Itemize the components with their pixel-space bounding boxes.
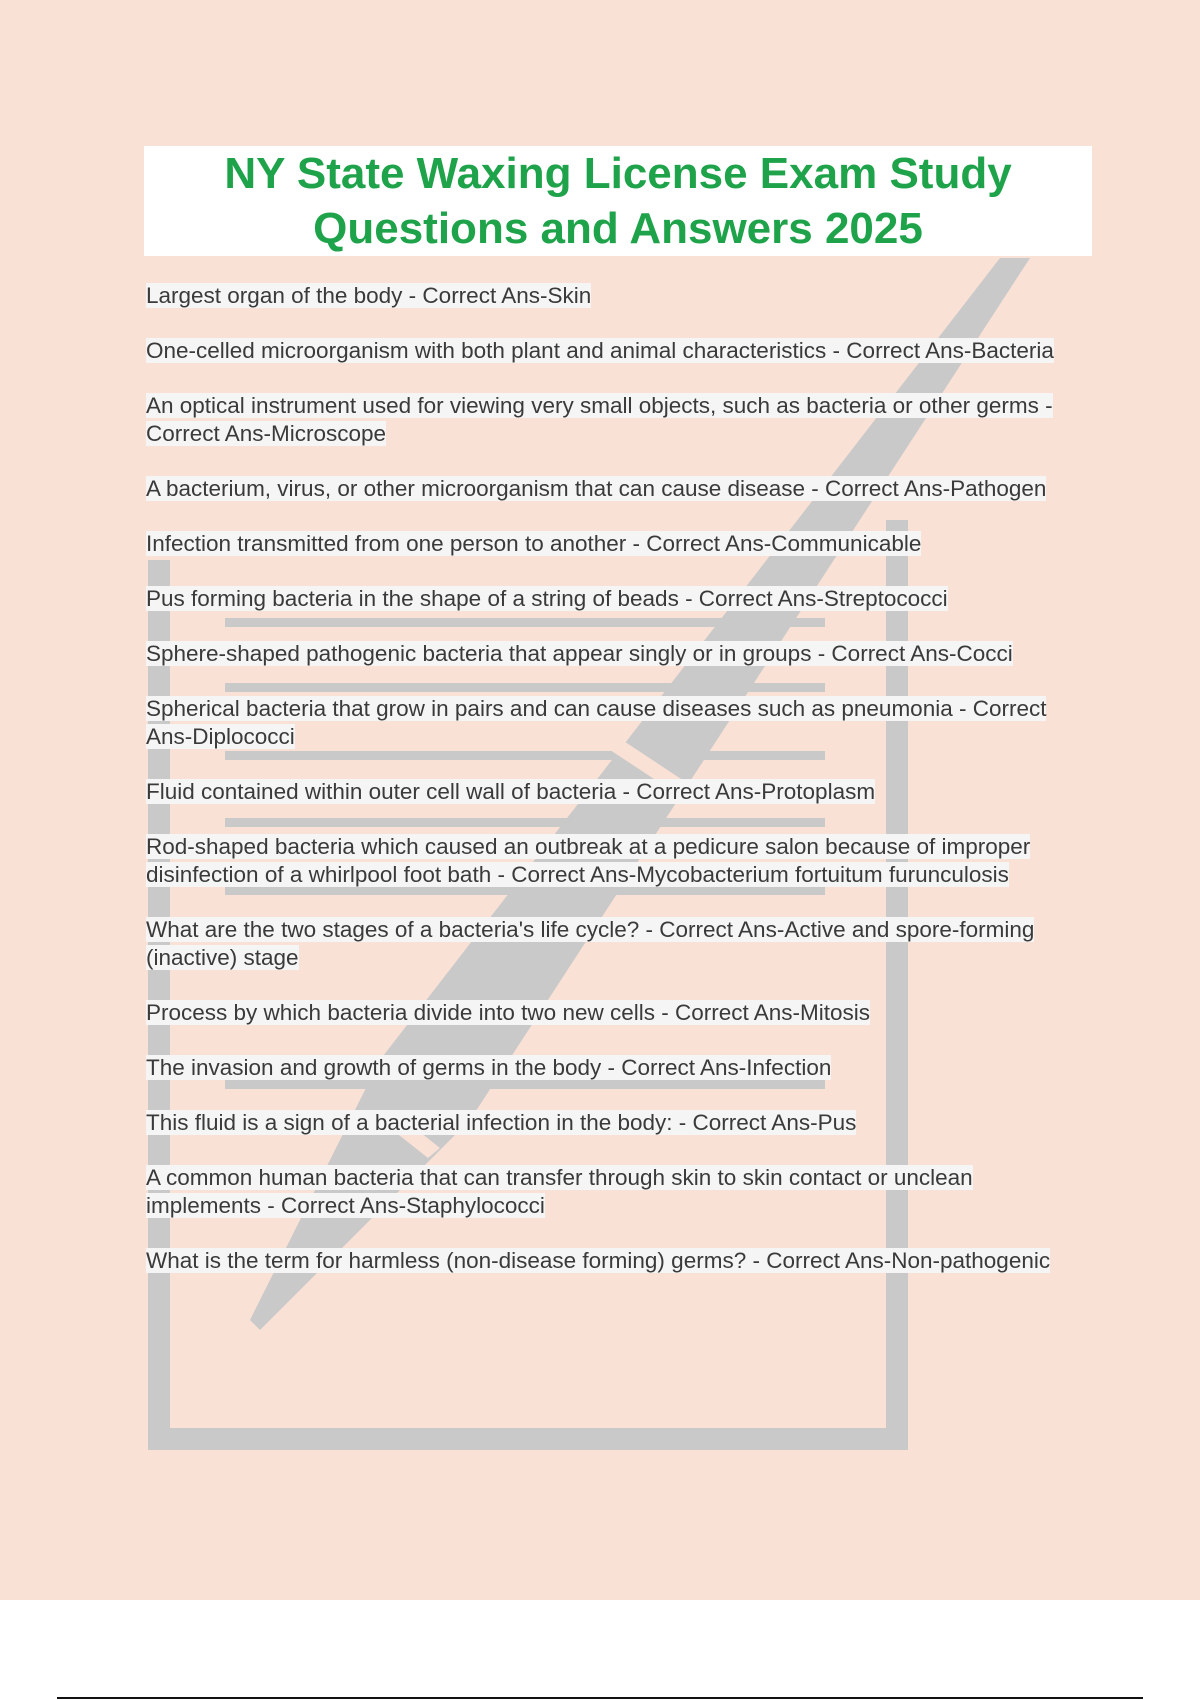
qa-item [146,916,1086,972]
qa-item [146,640,1086,668]
qa-item [146,475,1086,503]
qa-text: Sphere-shaped pathogenic bacteria that appear singly or in groups - Correct Ans-Cocci [146,641,1013,666]
document-title: NY State Waxing License Exam Study Questions and Answers 2025 [224,149,1012,253]
qa-text: A bacterium, virus, or other microorganism that can cause disease - Correct Ans-Pathogen [146,476,1047,501]
title-banner [144,146,1092,256]
qa-item [146,337,1086,365]
qa-item [146,1109,1086,1137]
qa-item [146,530,1086,558]
qa-text: A common human bacteria that can transfer through skin to skin contact or unclean implements - Correct Ans-Staphylococci [146,1165,973,1218]
qa-text: What is the term for harmless (non-disease forming) germs? - Correct Ans-Non-pathogenic [146,1248,1051,1273]
qa-text: One-celled microorganism with both plant and animal characteristics - Correct Ans-Bacteria [146,338,1054,363]
qa-text: What are the two stages of a bacteria's life cycle? - Correct Ans-Active and spore-forming (inactive) stage [146,917,1035,970]
qa-text: Rod-shaped bacteria which caused an outbreak at a pedicure salon because of improper disinfection of a whirlpool foot bath - Correct Ans-Mycobacterium fortuitum furunculosis [146,834,1031,887]
qa-item [146,695,1086,751]
qa-text: An optical instrument used for viewing very small objects, such as bacteria or other germs - Correct Ans-Microscope [146,393,1053,446]
qa-text: The invasion and growth of germs in the body - Correct Ans-Infection [146,1055,832,1080]
qa-text: Pus forming bacteria in the shape of a string of beads - Correct Ans-Streptococci [146,586,948,611]
footer-divider [57,1697,1143,1699]
qa-item [146,999,1086,1027]
qa-item [146,585,1086,613]
qa-text: Process by which bacteria divide into two new cells - Correct Ans-Mitosis [146,1000,871,1025]
qa-item [146,778,1086,806]
qa-item [146,1164,1086,1220]
qa-item [146,282,1086,310]
qa-text: Fluid contained within outer cell wall of bacteria - Correct Ans-Protoplasm [146,779,876,804]
qa-item [146,833,1086,889]
qa-text: Largest organ of the body - Correct Ans-Skin [146,283,592,308]
qa-text: Infection transmitted from one person to another - Correct Ans-Communicable [146,531,922,556]
watermark-frame-bottom [148,1428,908,1450]
qa-text: This fluid is a sign of a bacterial infection in the body: - Correct Ans-Pus [146,1110,857,1135]
qa-item [146,392,1086,448]
qa-item [146,1054,1086,1082]
qa-list [146,282,1086,1302]
qa-item [146,1247,1086,1275]
qa-text: Spherical bacteria that grow in pairs and can cause diseases such as pneumonia - Correct Ans-Diplococci [146,696,1047,749]
